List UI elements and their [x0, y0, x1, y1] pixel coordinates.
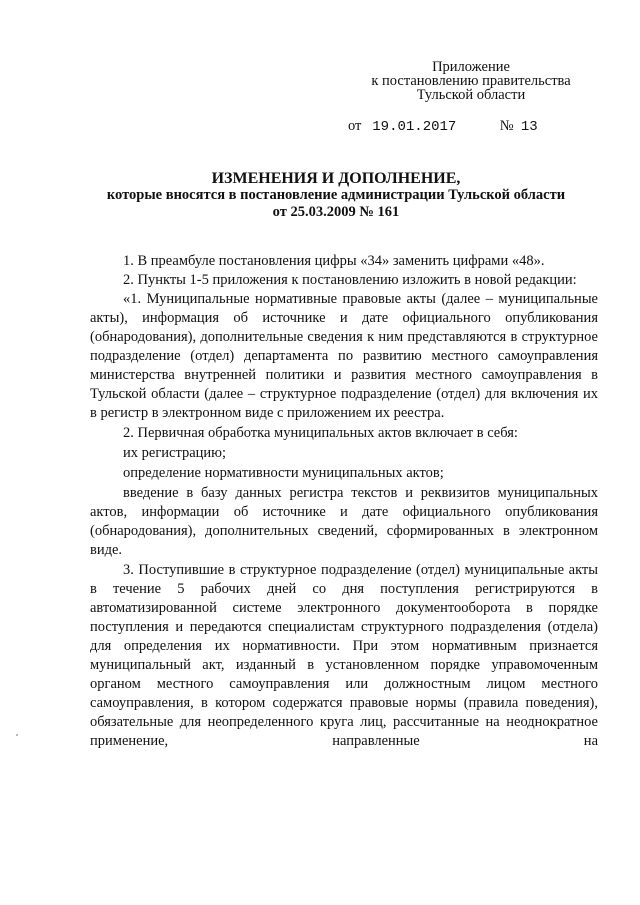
document-body [90, 252, 598, 751]
appendix-region: Тульской области [416, 87, 526, 103]
document-number: 13 [520, 119, 538, 135]
document-title [90, 170, 582, 221]
appendix-resolution-ref: к постановлению правительства [371, 73, 571, 89]
paragraph-item-1: «1. Муниципальные нормативные правовые акты (далее – муниципальные акты), информация об источнике и дате официального опубликования (обнародования), дополнительные сведения к ним представляются в структурное подразделение (отдел) департамента по развитию местного самоуправления министерства внутренней политики и развития местного самоуправления в Тульской области (далее – структурное подразделение (отдел) для включения их в регистр в электронном виде с приложением их реестра. [90, 291, 598, 421]
appendix-header [356, 60, 586, 102]
paragraph-database-entry: введение в базу данных регистра текстов и реквизитов муниципальных актов, информации об источнике и дате официального опубликования (обнародования), дополнительных сведений, сформированных в электронном виде. [90, 485, 598, 558]
appendix-label: Приложение [432, 59, 510, 75]
scan-speck [16, 734, 18, 736]
paragraph-normativity: определение нормативности муниципальных актов; [123, 465, 444, 481]
from-label: от [348, 118, 362, 134]
paragraph-preamble-change: 1. В преамбуле постановления цифры «34» заменить цифрами «48». [123, 253, 545, 269]
paragraph-registration: их регистрацию; [123, 445, 227, 461]
paragraph-item-3: 3. Поступившие в структурное подразделение (отдел) муниципальные акты в течение 5 рабочих дней со дня поступления регистрируются в автоматизированной системе электронного документооборота в порядке поступления и передаются специалистам структурного подразделения (отдела) для определения их нормативности. При этом нормативным признается муниципальный акт, изданный в установленном порядке управомоченным органом местного самоуправления или должностным лицом местного самоуправления, в котором содержатся правовые нормы (правила поведения), обязательные для неопределенного круга лиц, рассчитанные на неоднократное применение, направленные на [90, 562, 598, 749]
title-main: ИЗМЕНЕНИЯ И ДОПОЛНЕНИЕ, [211, 170, 461, 187]
number-sign: № [499, 118, 514, 134]
title-subtitle: которые вносятся в постановление администрации Тульской области [106, 187, 566, 203]
paragraph-item-2: 2. Первичная обработка муниципальных актов включает в себя: [123, 425, 518, 441]
document-number-line [348, 118, 598, 135]
title-reference: от 25.03.2009 № 161 [272, 204, 400, 220]
document-date: 19.01.2017 [372, 119, 457, 135]
paragraph-new-edition: 2. Пункты 1-5 приложения к постановлению изложить в новой редакции: [123, 272, 577, 288]
